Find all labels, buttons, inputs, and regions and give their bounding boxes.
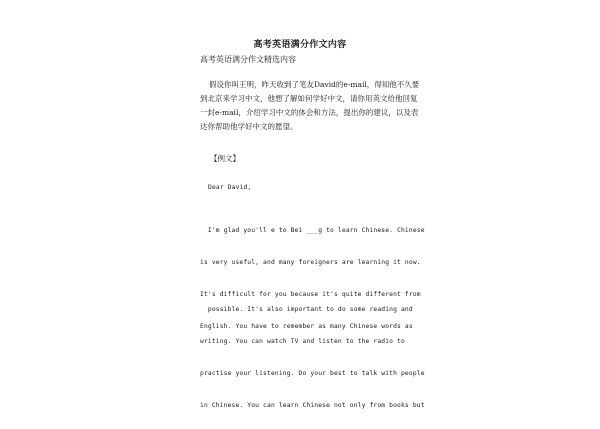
prompt-line: 到北京来学习中文，他想了解如何学好中文，请你用英文给他回复 [200,94,418,103]
essay-line: possible. It's also important to do some reading and [200,306,413,313]
essay-line: It's difficult for you because it's quite different from [200,291,421,298]
essay-paragraph [200,287,425,429]
writing-prompt [200,78,420,134]
prompt-line: 一封e-mail，介绍学习中文的体会和方法，提出你的建议，以及表 [200,108,419,117]
essay-line: is very useful, and many foreigners are learning it now. [200,259,421,266]
essay-line: English. You have to remember as many Chinese words as [200,323,413,330]
example-essay-label: 【例文】 [210,154,240,163]
essay-line: practise your listening. Do your best to talk with people [200,370,425,377]
essay-line: in Chinese. You can learn Chinese not only from books but [200,402,425,409]
prompt-line: 达你帮助他学好中文的愿望。 [200,122,298,131]
essay-line: I'm glad you'll e to Bei ___g to learn Chinese. Chinese [200,227,425,234]
prompt-line: 假设你叫王明，昨天收到了笔友David的e-mail，得知他不久要 [209,80,420,89]
document-subtitle: 高考英语满分作文精选内容 [200,55,296,64]
letter-salutation: Dear David, [208,184,252,191]
document-title: 高考英语满分作文内容 [253,40,347,50]
essay-line: writing. You can watch TV and listen to the radio to [200,338,405,345]
